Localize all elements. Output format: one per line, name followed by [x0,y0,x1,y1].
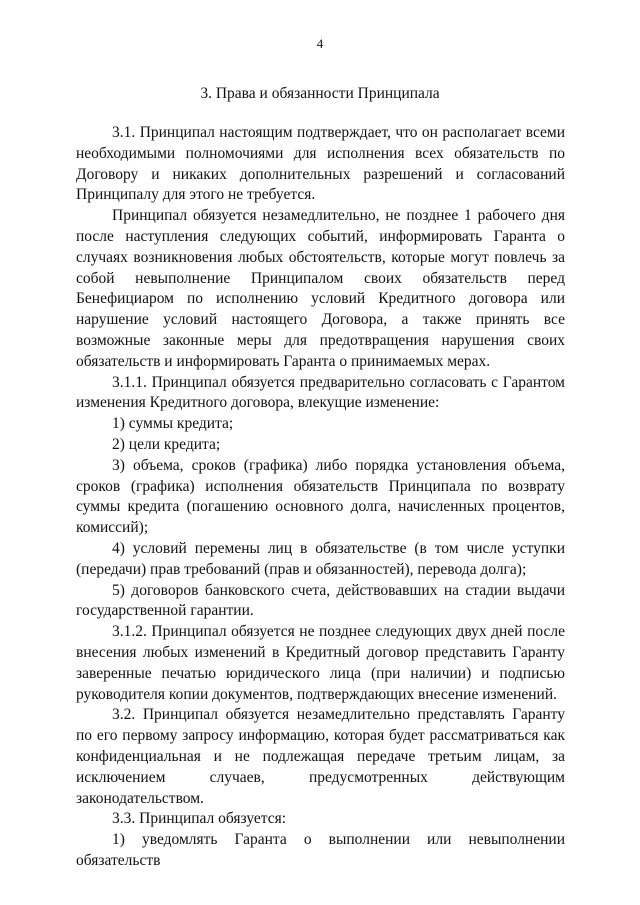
paragraph-notification-obligation: Принципал обязуется незамедлительно, не позднее 1 рабочего дня после наступления следующих событий, информировать Гаранта о случаях возникновения любых обстоятельств, которые могут повлечь за собой невыполнение Принципалом своих обязательств перед Бенефициаром по исполнению условий Кредитного договора или нарушение условий настоящего Договора, а также принять все возможные законные меры для предотвращения нарушения своих обязательств и информировать Гаранта о принимаемых мерах. [76,207,565,370]
section-title: 3. Права и обязанности Принципала [200,85,440,102]
document-body [76,123,565,872]
paragraph-3-1-2: 3.1.2. Принципал обязуется не позднее следующих двух дней после внесения любых изменений в Кредитный договор представить Гаранту заверенные печатью юридического лица (при наличии) и подписью руководителя копии документов, подтверждающих внесение изменений. [76,623,565,703]
paragraph-3-3: 3.3. Принципал обязуется: [112,810,287,828]
list-item-bank-accounts: 5) договоров банковского счета, действовавших на стадии выдачи государственной гарантии. [76,581,565,620]
list-item-notify-guarantor: 1) уведомлять Гаранта о выполнении или невыполнении обязательств [76,831,565,869]
paragraph-3-1: 3.1. Принципал настоящим подтверждает, что он располагает всеми необходимыми полномочиями для исполнения всех обязательств по Договору и никаких дополнительных разрешений и согласований Принципалу для этого не требуется. [76,124,565,204]
list-item-credit-amount: 1) суммы кредита; [112,415,234,433]
paragraph-3-2: 3.2. Принципал обязуется незамедлительно представлять Гаранту по его первому запросу информацию, которая будет рассматриваться как конфиденциальная и не подлежащая передаче третьим лицам, за исключением случаев, предусмотренных действующим законодательством. [76,706,565,807]
list-item-credit-purpose: 2) цели кредита; [112,435,221,453]
page-number: 4 [316,36,324,51]
list-item-change-of-persons: 4) условий перемены лиц в обязательстве (в том числе уступки (передачи) прав требований (прав и обязанностей), перевода долга); [76,539,565,578]
list-item-volume-terms: 3) объема, сроков (графика) либо порядка установления объема, сроков (графика) исполнения обязательств Принципала по возврату суммы кредита (погашению основного долга, начисленных процентов, комиссий); [76,456,565,537]
paragraph-3-1-1: 3.1.1. Принципал обязуется предварительно согласовать с Гарантом изменения Кредитного договора, влекущие изменение: [76,373,565,412]
